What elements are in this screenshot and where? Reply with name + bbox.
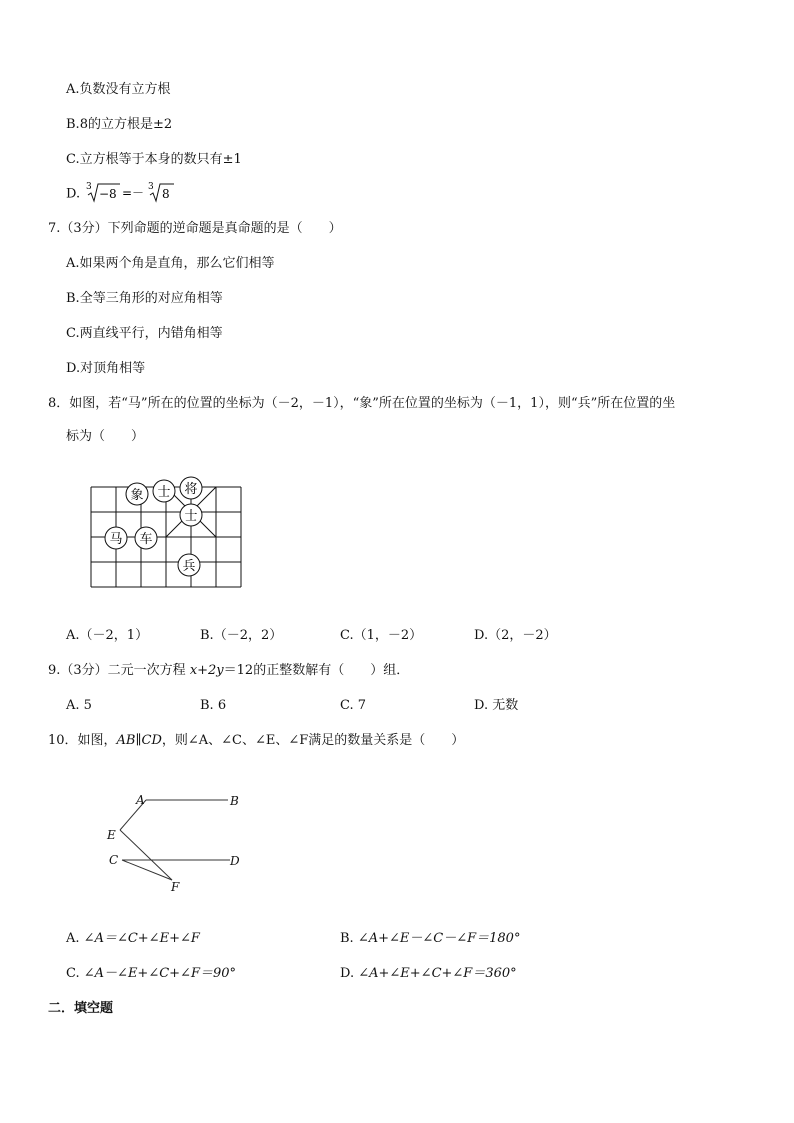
svg-text:士: 士 [157, 485, 171, 500]
q10-option-a: A. ∠A＝∠C+∠E+∠F [66, 931, 200, 946]
piece-xiang [126, 483, 148, 505]
line-cf [122, 860, 172, 880]
q6-option-c: C.立方根等于本身的数只有±1 [66, 152, 242, 167]
chess-board-figure [85, 475, 247, 590]
q8-option-c: C.（1，－2） [340, 628, 423, 643]
q8-option-d: D.（2，－2） [474, 628, 557, 643]
svg-text:象: 象 [130, 488, 144, 503]
piece-bing [178, 554, 200, 576]
svg-text:士: 士 [184, 509, 198, 524]
q10-stem: 10．如图，AB∥CD，则∠A、∠C、∠E、∠F满足的数量关系是（ ） [48, 733, 465, 748]
q6-option-a: A.负数没有立方根 [66, 82, 171, 97]
piece-ma [105, 527, 127, 549]
piece-jiang [180, 477, 202, 499]
q8-option-a: A.（－2，1） [66, 628, 149, 643]
radical-expression [84, 180, 180, 204]
radical-index-1: 3 [86, 182, 92, 192]
equals-minus: =－ [122, 186, 145, 200]
label-a: A [136, 793, 145, 807]
q9-stem: 9.（3分）二元一次方程 x+2y＝12的正整数解有（ ）组． [48, 663, 410, 678]
parallel-lines-figure [100, 785, 250, 900]
q7-option-d: D.对顶角相等 [66, 361, 146, 376]
svg-text:马: 马 [109, 532, 123, 547]
q9-option-b: B. 6 [200, 698, 227, 713]
q6-option-b: B.8的立方根是±2 [66, 117, 173, 132]
q8-stem-line2: 标为（ ） [66, 429, 145, 444]
label-b: B [230, 794, 239, 808]
q7-option-a: A.如果两个角是直角，那么它们相等 [66, 256, 275, 271]
svg-text:车: 车 [139, 532, 153, 547]
svg-text:兵: 兵 [182, 559, 196, 574]
section-heading-fill-in: 二．填空题 [48, 1001, 114, 1016]
label-d: D [230, 854, 240, 868]
radicand-1: −8 [99, 187, 117, 201]
q7-stem: 7.（3分）下列命题的逆命题是真命题的是（ ） [48, 221, 342, 236]
q10-option-c: C. ∠A－∠E+∠C+∠F＝90° [66, 966, 237, 981]
line-ef [120, 830, 172, 880]
piece-che [135, 527, 157, 549]
label-f: F [171, 880, 180, 894]
svg-text:将: 将 [184, 482, 198, 497]
q8-option-b: B.（－2，2） [200, 628, 283, 643]
piece-shi-top [153, 480, 175, 502]
q10-option-b: B. ∠A+∠E－∠C－∠F＝180° [340, 931, 521, 946]
label-c: C [109, 853, 119, 867]
q10-option-d: D. ∠A+∠E+∠C+∠F＝360° [340, 966, 517, 981]
q9-option-c: C. 7 [340, 698, 367, 713]
q9-option-d: D. 无数 [474, 698, 519, 713]
label-e: E [107, 828, 116, 842]
piece-shi-center [180, 504, 202, 526]
radical-index-2: 3 [148, 182, 154, 192]
q6-option-d: D. 3 −8 =－ 3 8 [66, 182, 180, 206]
q8-stem-line1: 8．如图，若“马”所在的位置的坐标为（－2，－1），“象”所在位置的坐标为（－1，1），则“兵”所在位置的坐 [48, 396, 676, 411]
q7-option-b: B.全等三角形的对应角相等 [66, 291, 223, 306]
q7-option-c: C.两直线平行，内错角相等 [66, 326, 223, 341]
q9-option-a: A. 5 [66, 698, 92, 713]
radicand-2: 8 [162, 187, 170, 201]
